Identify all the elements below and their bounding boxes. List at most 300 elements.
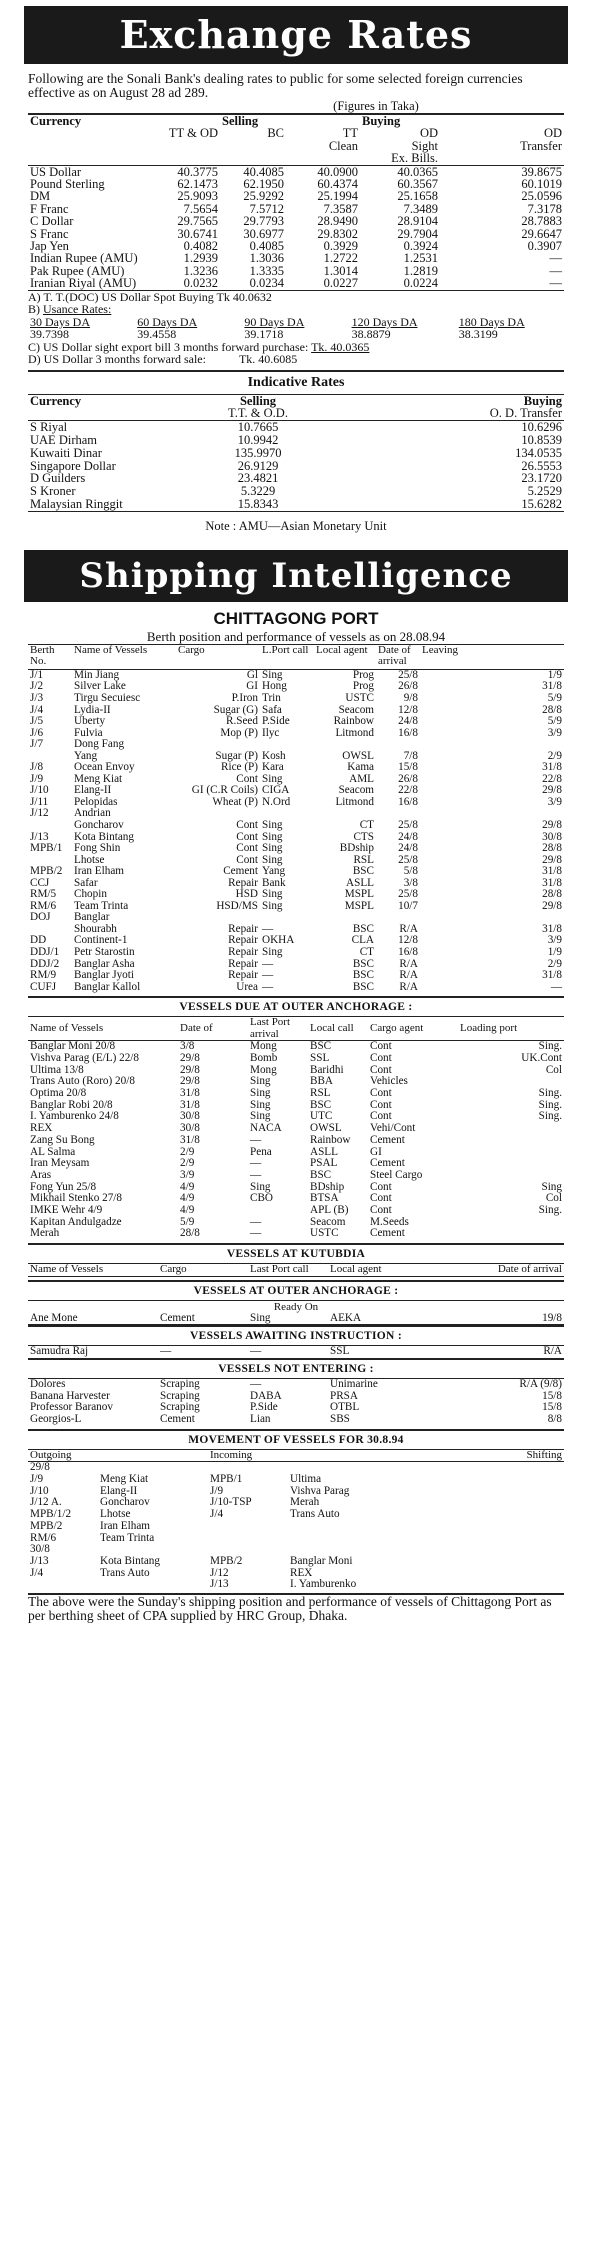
leaving-date: 5/9 xyxy=(547,715,562,728)
vessel-name: Merah xyxy=(30,1227,60,1240)
loading-port: Sing. xyxy=(538,1040,562,1053)
cargo: Cement xyxy=(223,865,258,878)
arrival-date: 16/8 xyxy=(398,945,418,958)
in-vessel xyxy=(288,1521,428,1533)
out-berth: J/12 A. xyxy=(30,1496,62,1509)
ready-on-label: Ready On xyxy=(273,1300,319,1313)
line-b: B) Usance Rates: xyxy=(28,302,112,317)
berth-row xyxy=(28,970,564,982)
local-agent: CT xyxy=(359,818,374,831)
berth-row xyxy=(28,866,564,878)
ind-buying-rate: 5.2529 xyxy=(527,484,562,499)
indicative-table xyxy=(28,395,564,511)
out-vessel: Kota Bintang xyxy=(100,1554,160,1567)
berth-no: J/5 xyxy=(30,715,44,728)
rate-tt-clean: 25.1994 xyxy=(317,189,358,204)
usance-rate: 39.4558 xyxy=(137,327,177,342)
in-vessel: Banglar Moni xyxy=(290,1554,353,1567)
outer-anchorage-table xyxy=(28,1017,564,1240)
local-agent xyxy=(314,739,376,751)
vessel-name: Silver Lake xyxy=(74,680,126,693)
column-header: Shifting xyxy=(428,1450,564,1462)
cargo: Cement xyxy=(370,1227,405,1240)
arrival-date: 15/8 xyxy=(398,761,418,774)
last-port: Sing xyxy=(262,818,283,831)
arrival-date: 22/8 xyxy=(398,784,418,797)
arrival-date: 25/8 xyxy=(398,818,418,831)
loading-port: Col xyxy=(545,1192,562,1205)
loading-port: UK.Cont xyxy=(521,1051,562,1064)
cargo: Rice (P) xyxy=(221,761,258,774)
column-header: L.Port call xyxy=(260,645,314,670)
shifting xyxy=(428,1474,564,1486)
out-vessel xyxy=(98,1579,208,1591)
rate-od-sight: 0.3924 xyxy=(403,239,438,254)
currency-name: Jap Yen xyxy=(30,239,69,254)
in-vessel: I. Yamburenko xyxy=(290,1578,357,1591)
vessel-name: Iran Meysam xyxy=(30,1157,90,1170)
arrival-date: 30/8 xyxy=(180,1110,200,1123)
usance-table xyxy=(28,316,564,341)
berth-row xyxy=(28,982,564,994)
column-header: Loading port xyxy=(458,1017,564,1041)
last-port: — xyxy=(250,1168,262,1181)
local-agent: BSC xyxy=(352,969,374,982)
column-header: Date of xyxy=(178,1017,248,1041)
out-berth xyxy=(28,1579,98,1591)
local-agent: BTSA xyxy=(310,1192,339,1205)
movement-row xyxy=(28,1556,564,1568)
indicative-row xyxy=(28,434,564,447)
local-agent: APL (B) xyxy=(310,1204,349,1217)
cargo: Cement xyxy=(370,1133,405,1146)
vessel-name: Kapitan Andulgadze xyxy=(30,1215,122,1228)
arrival-date: 12/8 xyxy=(398,703,418,716)
leaving-date: 31/8 xyxy=(542,761,562,774)
leaving-date: 22/8 xyxy=(542,772,562,785)
outer-row xyxy=(28,1076,564,1088)
exchange-row xyxy=(28,277,564,289)
ex-bills-header: Ex. Bills. xyxy=(391,151,438,166)
clean-header: Clean xyxy=(328,138,358,153)
local-agent: BSC xyxy=(352,865,374,878)
arrival-date: 4/9 xyxy=(180,1192,195,1205)
cargo: Cont xyxy=(236,853,258,866)
cargo: Repair xyxy=(228,945,258,958)
cargo: HSD/MS xyxy=(216,899,258,912)
berth-no: DD xyxy=(30,934,47,947)
outer2-table xyxy=(28,1313,564,1326)
usance-rate: 38.8879 xyxy=(351,327,391,342)
local-agent: Baridhi xyxy=(310,1063,344,1076)
table-cell: AEKA xyxy=(330,1311,362,1324)
in-berth xyxy=(208,1521,288,1533)
berth-no: J/8 xyxy=(30,761,44,774)
local-agent: Seacom xyxy=(338,703,374,716)
movement-row xyxy=(28,1521,564,1533)
ind-currency: Kuwaiti Dinar xyxy=(30,445,102,460)
last-port xyxy=(260,739,314,751)
currency-name: Iranian Riyal (AMU) xyxy=(30,276,137,291)
movement-table xyxy=(28,1450,564,1591)
leaving-date: 3/9 xyxy=(547,795,562,808)
leaving-date: 29/8 xyxy=(542,853,562,866)
arrival-date: 31/8 xyxy=(180,1086,200,1099)
ind-buying-header: Buying xyxy=(523,393,562,408)
outer-row xyxy=(28,1123,564,1135)
arrival-date xyxy=(376,739,420,751)
local-agent: MSPL xyxy=(344,888,374,901)
buying-header: Buying xyxy=(362,114,401,128)
arrival-date: 25/8 xyxy=(398,888,418,901)
leaving-date: 1/9 xyxy=(547,668,562,681)
column-header: Name of Vessels xyxy=(28,1017,178,1041)
vessel-name: Iran Elham xyxy=(74,865,125,878)
ind-selling-rate: 135.9970 xyxy=(234,445,282,460)
ind-currency-header: Currency xyxy=(30,393,82,408)
berth-no: J/6 xyxy=(30,726,44,739)
rate-tt-od: 30.6741 xyxy=(177,226,218,241)
arrival-date: 12/8 xyxy=(398,934,418,947)
rate-od-sight: 0.0224 xyxy=(403,276,438,291)
not-entering-table xyxy=(28,1379,564,1426)
rate-od-transfer: 25.0596 xyxy=(521,189,562,204)
shifting xyxy=(428,1509,564,1521)
last-port: — xyxy=(262,980,274,993)
ind-currency: D Guilders xyxy=(30,471,86,486)
out-berth: J/13 xyxy=(30,1554,49,1567)
indicative-row xyxy=(28,447,564,460)
leaving-date xyxy=(420,739,564,751)
vessel-name: Elang-II xyxy=(74,784,112,797)
outer-row xyxy=(28,1135,564,1147)
leaving-date: 28/8 xyxy=(542,703,562,716)
indicative-row xyxy=(28,460,564,473)
rate-bc: 0.0234 xyxy=(249,276,284,291)
vessel-name: Mikhail Stenko 27/8 xyxy=(30,1192,122,1205)
rate-od-sight: 7.3489 xyxy=(403,201,438,216)
rate-tt-clean: 28.9490 xyxy=(317,214,358,229)
arrival-date: 28/8 xyxy=(180,1227,200,1240)
rate-bc: 62.1950 xyxy=(243,177,284,192)
arrival-date: 24/8 xyxy=(398,830,418,843)
last-port: — xyxy=(250,1157,262,1170)
leaving-date: 29/8 xyxy=(542,818,562,831)
local-agent: MSPL xyxy=(344,899,374,912)
arrival-date: R/A xyxy=(399,980,418,993)
outer2-title: VESSELS AT OUTER ANCHORAGE : xyxy=(28,1280,564,1301)
shifting xyxy=(428,1521,564,1533)
rate-tt-clean: 1.2722 xyxy=(323,251,358,266)
rate-od-transfer: 7.3178 xyxy=(527,201,562,216)
local-agent: Rainbow xyxy=(310,1133,351,1146)
cargo: P.Iron xyxy=(231,691,258,704)
shifting xyxy=(428,1486,564,1498)
loading-port xyxy=(458,1170,564,1182)
in-berth: J/12 xyxy=(210,1566,229,1579)
shifting xyxy=(428,1544,564,1556)
column-header: Last Port arrival xyxy=(248,1017,308,1041)
status: Scraping xyxy=(160,1378,200,1391)
berth-no: RM/5 xyxy=(30,888,57,901)
leaving-date: 1/9 xyxy=(547,945,562,958)
cargo: Gl xyxy=(246,668,258,681)
ind-currency: UAE Dirham xyxy=(30,433,97,448)
in-berth xyxy=(208,1533,288,1545)
ind-selling-rate: 10.7665 xyxy=(237,420,279,435)
last-port: — xyxy=(250,1215,262,1228)
vessel-name: Safar xyxy=(74,876,98,889)
vessel-name: Dong Fang xyxy=(74,738,125,751)
cargo: GI xyxy=(370,1145,382,1158)
rate-bc: 25.9292 xyxy=(243,189,284,204)
local-agent: BDship xyxy=(310,1180,345,1193)
berth-no: J/11 xyxy=(30,795,49,808)
cargo: GI xyxy=(246,680,258,693)
rate-bc: 1.3335 xyxy=(249,263,284,278)
cargo: Cont xyxy=(370,1180,392,1193)
vessel-name: Trans Auto (Roro) 20/8 xyxy=(30,1075,135,1088)
berth-row xyxy=(28,820,564,832)
agent: OTBL xyxy=(330,1401,360,1414)
not-entering-row xyxy=(28,1379,564,1391)
local-agent: Seacom xyxy=(338,784,374,797)
exchange-row xyxy=(28,252,564,264)
rate-tt-od: 1.3236 xyxy=(183,263,218,278)
status: Scraping xyxy=(160,1401,200,1414)
awaiting-table xyxy=(28,1346,564,1358)
out-berth: J/9 xyxy=(30,1473,44,1486)
local-agent: CLA xyxy=(351,934,374,947)
local-agent: Prog xyxy=(352,668,374,681)
arrival-date: 26/8 xyxy=(398,772,418,785)
rate-od-sight: 60.3567 xyxy=(397,177,438,192)
rate-od-sight: 29.7904 xyxy=(397,226,438,241)
local-agent: Litmond xyxy=(335,726,374,739)
local-agent: CT xyxy=(359,945,374,958)
arrival-date: 4/9 xyxy=(180,1180,195,1193)
usance-rate: 39.1718 xyxy=(244,327,284,342)
currency-name: US Dollar xyxy=(30,164,82,179)
last-port: Sing xyxy=(250,1098,271,1111)
local-agent: Litmond xyxy=(335,795,374,808)
table-cell: SSL xyxy=(330,1345,350,1358)
usance-rate: 38.3199 xyxy=(458,327,498,342)
loading-port xyxy=(458,1147,564,1159)
kutubdia-table xyxy=(28,1264,564,1277)
movement-header-row xyxy=(28,1450,564,1462)
last-port: P.Side xyxy=(262,715,290,728)
local-agent: USTC xyxy=(310,1227,339,1240)
loading-port xyxy=(458,1123,564,1135)
local-agent: USTC xyxy=(345,691,374,704)
arrival-date: 4/9 xyxy=(180,1204,195,1217)
local-agent: BSC xyxy=(310,1098,332,1111)
status: Scraping xyxy=(160,1389,200,1402)
shipping-banner: Shipping Intelligence xyxy=(24,550,568,602)
ind-currency: Singapore Dollar xyxy=(30,458,116,473)
in-berth: J/13 xyxy=(210,1578,229,1591)
currency-name: Pound Sterling xyxy=(30,177,105,192)
rate-tt-clean: 1.3014 xyxy=(323,263,358,278)
agent: SBS xyxy=(330,1413,350,1426)
local-agent: RSL xyxy=(353,853,374,866)
last-port: Hong xyxy=(262,680,287,693)
rate-od-transfer: 0.3907 xyxy=(527,239,562,254)
rate-tt-clean: 60.4374 xyxy=(317,177,358,192)
last-port: Ilyc xyxy=(262,726,280,739)
vessel-name: Banana Harvester xyxy=(30,1389,110,1402)
in-berth: J/10-TSP xyxy=(210,1496,252,1509)
leaving-date: 29/8 xyxy=(542,899,562,912)
loading-port xyxy=(458,1217,564,1229)
last-port: Bank xyxy=(262,876,286,889)
in-berth: MPB/2 xyxy=(210,1554,243,1567)
local-agent: BDship xyxy=(339,842,374,855)
selling-header: Selling xyxy=(222,114,259,128)
cargo: Sugar (G) xyxy=(213,703,258,716)
vessel-name: Shourabh xyxy=(74,922,117,935)
outer-row xyxy=(28,1053,564,1065)
leaving-date: 31/8 xyxy=(542,922,562,935)
out-berth: J/10 xyxy=(30,1484,49,1497)
ind-buying-rate: 10.6296 xyxy=(521,420,562,435)
last-port: Sing xyxy=(262,899,283,912)
cargo: Sugar (P) xyxy=(215,749,258,762)
arrival-date: 10/7 xyxy=(398,899,418,912)
table-cell: — xyxy=(250,1345,262,1358)
arrival-date: 24/8 xyxy=(398,842,418,855)
arrival-date: 5/9 xyxy=(180,1215,195,1228)
movement-row xyxy=(28,1579,564,1591)
leaving-date: 31/8 xyxy=(542,680,562,693)
last-port xyxy=(248,1205,308,1217)
vessel-name: Ocean Envoy xyxy=(74,761,135,774)
arrival-date: 25/8 xyxy=(398,668,418,681)
rate-od-sight: 1.2531 xyxy=(403,251,438,266)
local-agent: RSL xyxy=(310,1086,331,1099)
vessel-name: Petr Starostin xyxy=(74,945,135,958)
cargo: HSD xyxy=(235,888,258,901)
outer2-row xyxy=(28,1313,564,1325)
port: DABA xyxy=(250,1389,282,1402)
berth-row xyxy=(28,739,564,751)
vessel-name: Banglar Asha xyxy=(74,957,135,970)
berth-no: DDJ/1 xyxy=(30,945,60,958)
cargo: Cont xyxy=(370,1051,392,1064)
berth-table xyxy=(28,645,564,993)
last-port: CBO xyxy=(250,1192,274,1205)
column-header: Local agent xyxy=(314,645,376,670)
loading-port xyxy=(458,1228,564,1240)
rate-tt-od: 62.1473 xyxy=(177,177,218,192)
local-agent: AML xyxy=(349,772,374,785)
last-port: OKHA xyxy=(262,934,295,947)
agent: PRSA xyxy=(330,1389,358,1402)
cargo: Cont xyxy=(236,772,258,785)
date: 8/8 xyxy=(547,1413,562,1426)
in-vessel: Trans Auto xyxy=(290,1508,340,1521)
leaving-date: 31/8 xyxy=(542,865,562,878)
last-port: Sing xyxy=(262,888,283,901)
cargo: Cont xyxy=(236,830,258,843)
cargo: M.Seeds xyxy=(370,1215,409,1228)
berth-no: J/9 xyxy=(30,772,44,785)
loading-port: Col xyxy=(545,1063,562,1076)
movement-title: MOVEMENT OF VESSELS FOR 30.8.94 xyxy=(28,1429,564,1450)
out-berth: RM/6 xyxy=(30,1531,57,1544)
out-vessel: Meng Kiat xyxy=(100,1473,149,1486)
vessel-name: Kota Bintang xyxy=(74,830,134,843)
not-entering-title: VESSELS NOT ENTERING : xyxy=(28,1358,564,1379)
local-agent: BSC xyxy=(310,1168,332,1181)
vessel-name: Zang Su Bong xyxy=(30,1133,95,1146)
out-vessel: Goncharov xyxy=(100,1496,150,1509)
cargo: Mop (P) xyxy=(220,726,258,739)
arrival-date: 3/8 xyxy=(403,876,418,889)
bc-header: BC xyxy=(267,126,284,141)
arrival-date: 2/9 xyxy=(180,1157,195,1170)
currency-name: F Franc xyxy=(30,201,69,216)
awaiting-row xyxy=(28,1346,564,1358)
vessel-name: IMKE Wehr 4/9 xyxy=(30,1204,103,1217)
rate-od-sight: 1.2819 xyxy=(403,263,438,278)
berth-row xyxy=(28,705,564,717)
exchange-row xyxy=(28,178,564,190)
loading-port: Sing. xyxy=(538,1110,562,1123)
port: Lian xyxy=(250,1413,271,1426)
last-port: — xyxy=(250,1227,262,1240)
vessel-name: Banglar Kallol xyxy=(74,980,141,993)
vessel-name: Fong Shin xyxy=(74,842,121,855)
cargo: Cont xyxy=(370,1086,392,1099)
leaving-date: 29/8 xyxy=(542,784,562,797)
local-agent: Prog xyxy=(352,680,374,693)
leaving-date: 2/9 xyxy=(547,749,562,762)
berth-no: RM/6 xyxy=(30,899,57,912)
vessel-name: Aras xyxy=(30,1168,52,1181)
local-agent: ASLL xyxy=(310,1145,338,1158)
cargo: Repair xyxy=(228,922,258,935)
exchange-row xyxy=(28,215,564,227)
sight-header: Sight xyxy=(411,138,438,153)
berth-no xyxy=(28,820,72,832)
port: — xyxy=(250,1378,262,1391)
tt-od-header: TT & OD xyxy=(168,126,218,141)
exchange-row xyxy=(28,165,564,178)
cargo: Cont xyxy=(370,1040,392,1053)
leaving-date: 2/9 xyxy=(547,957,562,970)
column-header: Date of arrival xyxy=(376,645,420,670)
berth-row xyxy=(28,843,564,855)
outer-row xyxy=(28,1111,564,1123)
rate-tt-clean: 7.3587 xyxy=(323,201,358,216)
rate-tt-od: 40.3775 xyxy=(177,164,218,179)
rate-tt-clean: 29.8302 xyxy=(317,226,358,241)
leaving-date: 28/8 xyxy=(542,888,562,901)
loading-port xyxy=(458,1135,564,1147)
loading-port: Sing. xyxy=(538,1098,562,1111)
berth-no: MPB/1 xyxy=(30,842,63,855)
arrival-date: 3/9 xyxy=(180,1168,195,1181)
ind-selling-header: Selling xyxy=(239,393,277,408)
berth-no: J/7 xyxy=(30,738,44,751)
shifting xyxy=(428,1533,564,1545)
arrival-date: 29/8 xyxy=(180,1051,200,1064)
last-port: Pena xyxy=(250,1145,272,1158)
vessel-name: Tirgu Secuiesc xyxy=(74,691,141,704)
ind-buying-rate: 10.8539 xyxy=(521,433,562,448)
